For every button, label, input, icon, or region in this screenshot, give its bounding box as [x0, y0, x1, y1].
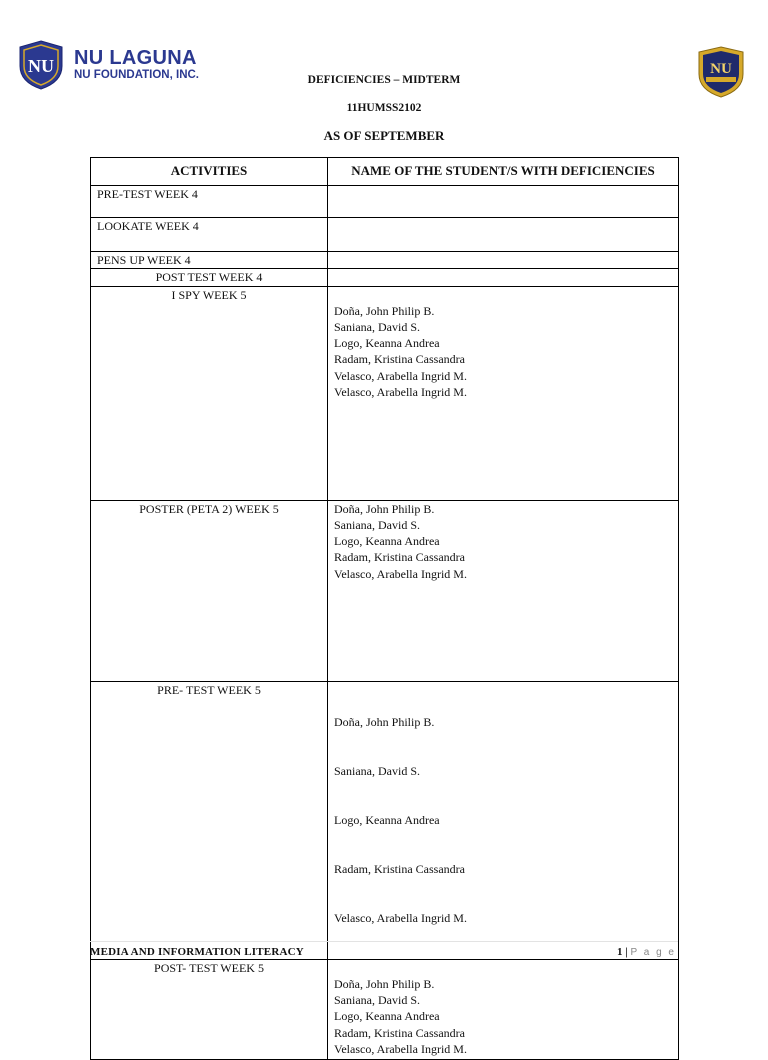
- student-name: Logo, Keanna Andrea: [334, 534, 440, 549]
- table-header-row: [91, 158, 679, 186]
- student-name: Radam, Kristina Cassandra: [334, 550, 465, 565]
- student-name: Velasco, Arabella Ingrid M.: [334, 368, 467, 383]
- table-row: [91, 218, 679, 252]
- section-code: 11HUMSS2102: [346, 102, 422, 114]
- table-row: [91, 286, 679, 500]
- student-name: Velasco, Arabella Ingrid M.: [334, 385, 467, 400]
- names-cell: [328, 186, 679, 218]
- student-name: Velasco, Arabella Ingrid M.: [334, 910, 467, 925]
- deficiencies-table: [90, 157, 679, 1060]
- names-cell: [328, 500, 679, 681]
- brand-name: NU LAGUNA: [74, 47, 197, 69]
- as-of-date: AS OF SEPTEMBER: [323, 128, 445, 143]
- names-cell: [328, 218, 679, 252]
- student-name: Velasco, Arabella Ingrid M.: [334, 1041, 467, 1056]
- badge-text: NU: [710, 61, 732, 77]
- names-cell: [328, 286, 679, 500]
- student-name: Saniana, David S.: [334, 319, 420, 334]
- page-label: P a g e: [630, 947, 676, 958]
- student-name: Radam, Kristina Cassandra: [334, 1025, 465, 1040]
- table-row: [91, 681, 679, 959]
- table-row: [91, 186, 679, 218]
- activity-cell: POSTER (PETA 2) WEEK 5: [91, 500, 328, 681]
- student-name: Logo, Keanna Andrea: [334, 336, 440, 351]
- page-separator: |: [625, 946, 628, 958]
- activity-cell: PRE- TEST WEEK 5: [91, 681, 328, 959]
- activity-cell: POST- TEST WEEK 5: [91, 959, 328, 1059]
- activity-cell: POST TEST WEEK 4: [91, 269, 328, 286]
- student-name: Doña, John Philip B.: [334, 976, 435, 991]
- page-indicator: [617, 946, 676, 958]
- footer-rule: [90, 941, 678, 942]
- table-row: [91, 500, 679, 681]
- student-name: Doña, John Philip B.: [334, 715, 435, 730]
- names-cell: [328, 269, 679, 286]
- nu-senior-high-badge-icon: [698, 46, 744, 98]
- table-row: [91, 959, 679, 1059]
- brand-subtitle: NU FOUNDATION, INC.: [74, 69, 200, 81]
- activity-cell: PRE-TEST WEEK 4: [91, 186, 328, 218]
- names-cell: [328, 959, 679, 1059]
- names-cell: [328, 681, 679, 959]
- student-name: Radam, Kristina Cassandra: [334, 352, 465, 367]
- table-row: [91, 269, 679, 286]
- page-number: 1: [617, 946, 623, 958]
- names-cell: [328, 252, 679, 269]
- students-header: NAME OF THE STUDENT/S WITH DEFICIENCIES: [328, 158, 679, 186]
- student-name: Saniana, David S.: [334, 517, 420, 532]
- student-name: Logo, Keanna Andrea: [334, 1009, 440, 1024]
- footer-subject: MEDIA AND INFORMATION LITERACY: [90, 946, 304, 958]
- student-name: Velasco, Arabella Ingrid M.: [334, 566, 467, 581]
- student-name: Doña, John Philip B.: [334, 501, 435, 516]
- student-name: Saniana, David S.: [334, 764, 420, 779]
- activities-header: ACTIVITIES: [91, 158, 328, 186]
- student-name: Radam, Kristina Cassandra: [334, 861, 465, 876]
- student-name: Doña, John Philip B.: [334, 303, 435, 318]
- student-name: Logo, Keanna Andrea: [334, 812, 440, 827]
- student-name: Saniana, David S.: [334, 992, 420, 1007]
- shield-text: NU: [28, 56, 54, 76]
- table-row: [91, 252, 679, 269]
- document-title: DEFICIENCIES – MIDTERM: [307, 74, 461, 86]
- activity-cell: I SPY WEEK 5: [91, 286, 328, 500]
- activity-cell: LOOKATE WEEK 4: [91, 218, 328, 252]
- activity-cell: PENS UP WEEK 4: [91, 252, 328, 269]
